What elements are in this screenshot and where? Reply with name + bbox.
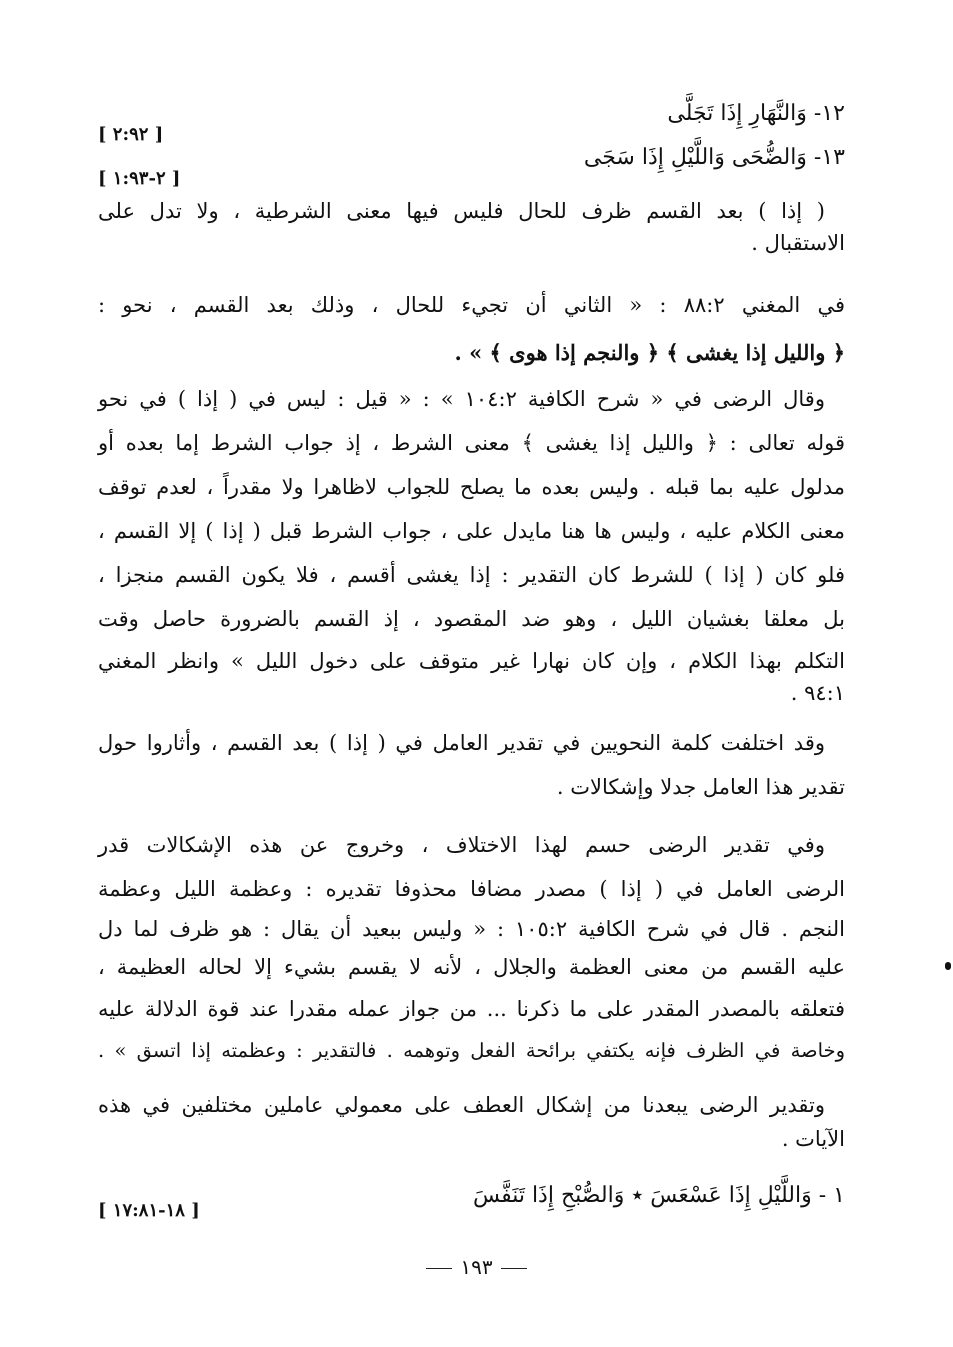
paragraph-line: ( إذا ) بعد القسم ظرف للحال فليس فيها معنى الشرطية ، ولا تدل على xyxy=(98,199,825,223)
dash-decoration xyxy=(501,1268,527,1269)
page-number-value: ١٩٣ xyxy=(460,1255,493,1279)
paragraph-line: النجم . قال في شرح الكافية ١٠٥:٢ : « وليس ببعيد أن يقال : هو ظرف لما دل xyxy=(98,917,845,941)
quran-quote-line: ﴿ والليل إذا يغشى ﴾ ﴿ والنجم إذا هوى ﴾ » . xyxy=(454,340,845,365)
paragraph-line: الآيات . xyxy=(781,1127,845,1151)
paragraph-line: فلو كان ( إذا ) للشرط كان التقدير : إذا يغشى أقسم ، فلا يكون القسم منجزا ، xyxy=(98,563,845,587)
verse-reference: [ ٢:٩٢ ] xyxy=(98,124,164,145)
paragraph-line: وفي تقدير الرضى حسم لهذا الاختلاف ، وخروج عن هذه الإشكالات قدر xyxy=(98,833,825,857)
verse-text: ١٢- وَالنَّهَارِ إِذَا تَجَلَّى xyxy=(667,101,845,126)
paragraph-line: فتعلقه بالمصدر المقدر على ما ذكرنا ... من جواز عمله مقدرا عند قوة الدلالة عليه xyxy=(98,997,845,1021)
paragraph-line: ٩٤:١ . xyxy=(790,681,845,705)
paragraph-line: الاستقبال . xyxy=(751,231,845,255)
paragraph-line: وخاصة في الظرف فإنه يكتفي برائحة الفعل وتوهمه . فالتقدير : وعظمته إذا اتسق » . xyxy=(98,1039,845,1062)
verse-ref-row xyxy=(98,162,845,194)
paragraph-line: معنى الكلام عليه ، وليس ها هنا مايدل على ، جواب الشرط قبل ( إذا ) إلا القسم ، xyxy=(98,519,845,543)
paragraph-line: بل معلقا بغشيان الليل ، وهو ضد المقصود ، إذ القسم بالضرورة حاصل وقت xyxy=(98,607,845,631)
paragraph-line: تقدير هذا العامل جدلا وإشكالات . xyxy=(556,775,845,799)
paragraph-line: في المغني ٨٨:٢ : « الثاني أن تجيء للحال ، وذلك بعد القسم ، نحو : xyxy=(98,293,845,317)
paragraph-line: الرضى العامل في ( إذا ) مصدر مضافا محذوفا تقديره : وعظمة الليل وعظمة xyxy=(98,877,845,901)
paragraph-line: التكلم بهذا الكلام ، وإن كان نهارا غير متوقف على دخول الليل » وانظر المغني xyxy=(98,649,845,673)
paragraph-line: مدلول عليه بما قبله . وليس بعده ما يصلح للجواب لاظاهرا ولا مقدراً ، لعدم توقف xyxy=(98,475,845,499)
paragraph-line: وقال الرضى في « شرح الكافية ١٠٤:٢ » : « قيل : ليس في ( إذا ) في نحو xyxy=(98,387,825,411)
paragraph-line: وتقدير الرضى يبعدنا من إشكال العطف على معمولي عاملين مختلفين في هذه xyxy=(98,1093,825,1117)
paragraph-line: عليه القسم من معنى العظمة والجلال ، لأنه لا يقسم بشيء إلا لحاله العظيمة ، xyxy=(98,955,845,979)
margin-mark xyxy=(945,962,951,970)
paragraph-line: قوله تعالى : ﴿ والليل إذا يغشى ﴾ معنى الشرط ، إذ جواب الشرط إما بعده أو xyxy=(98,431,845,455)
page-number xyxy=(0,1253,953,1281)
paragraph-line: وقد اختلفت كلمة النحويين في تقدير العامل في ( إذا ) بعد القسم ، وأثاروا حول xyxy=(98,731,825,755)
verse-text: ١٣- وَالضُّحَى وَاللَّيْلِ إِذَا سَجَى xyxy=(583,145,845,170)
verse-reference: [ ١٨-١٧:٨١ ] xyxy=(98,1200,200,1221)
verse-reference: [ ٢-١:٩٣ ] xyxy=(98,168,181,189)
verse-text: ١ - وَاللَّيْلِ إِذَا عَسْعَسَ ٭ وَالصُّبْحِ إِذَا تَنَفَّسَ xyxy=(473,1183,845,1208)
verse-ref-row xyxy=(98,1194,845,1226)
dash-decoration xyxy=(426,1268,452,1269)
